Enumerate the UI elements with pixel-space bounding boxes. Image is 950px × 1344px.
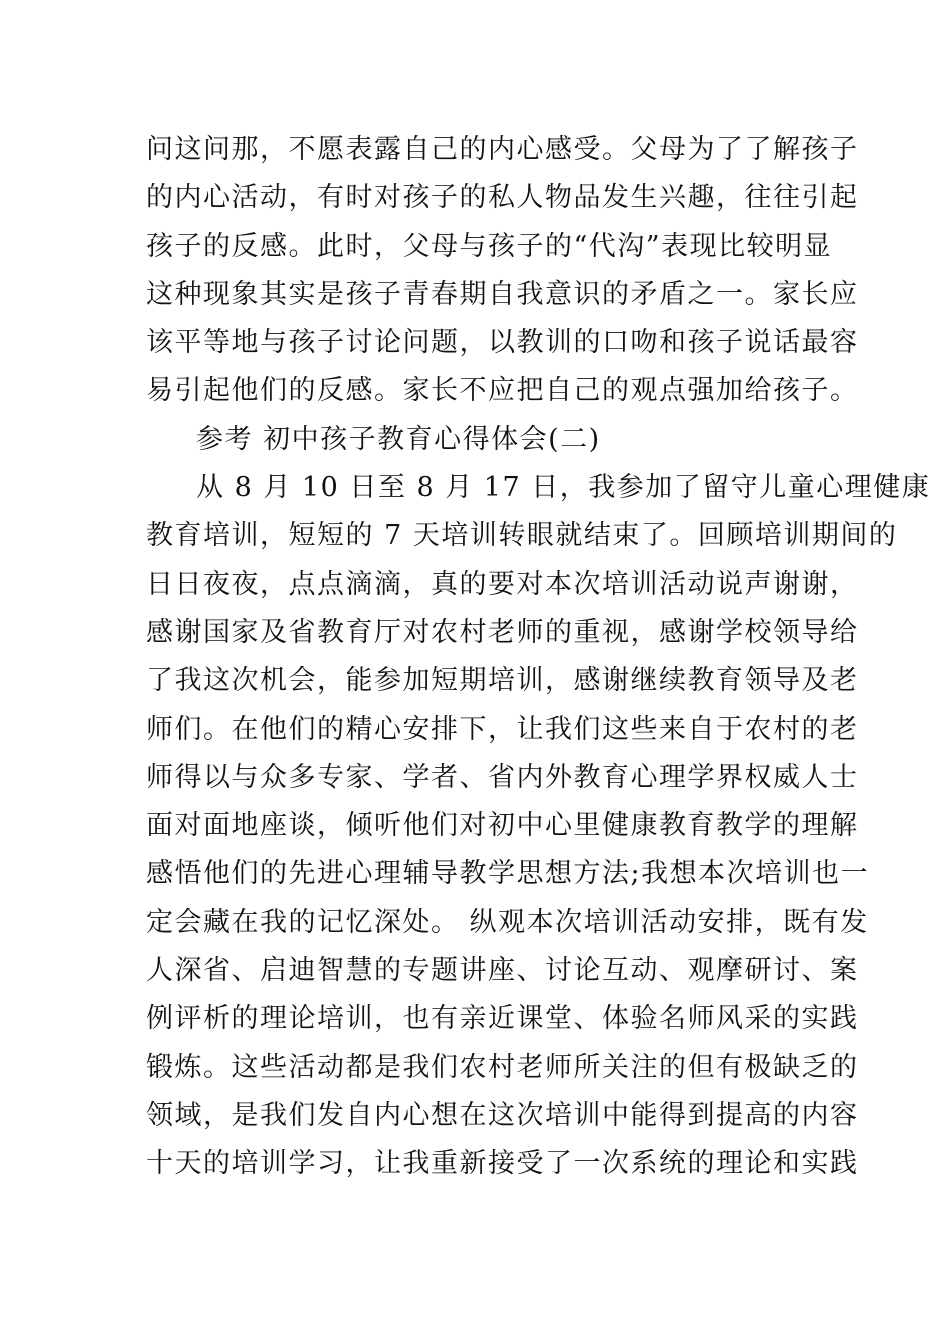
- text-line: 易引起他们的反感。家长不应把自己的观点强加给孩子。: [146, 375, 859, 407]
- indented-text-line: 从 8 月 10 日至 8 月 17 日，我参加了留守儿童心理健康: [196, 472, 931, 504]
- text-line: 的内心活动，有时对孩子的私人物品发生兴趣，往往引起: [146, 182, 859, 214]
- text-line: 定会藏在我的记忆深处。 纵观本次培训活动安排，既有发: [146, 906, 869, 938]
- text-line: 教育培训，短短的 7 天培训转眼就结束了。回顾培训期间的: [146, 520, 898, 552]
- text-line: 该平等地与孩子讨论问题，以教训的口吻和孩子说话最容: [146, 327, 859, 359]
- text-line: 孩子的反感。此时，父母与孩子的“代沟”表现比较明显: [146, 230, 833, 262]
- text-line: 感悟他们的先进心理辅导教学思想方法;我想本次培训也一: [146, 858, 870, 890]
- text-line: 人深省、启迪智慧的专题讲座、讨论互动、观摩研讨、案: [146, 955, 859, 987]
- text-line: 感谢国家及省教育厅对农村老师的重视，感谢学校领导给: [146, 616, 859, 648]
- text-line: 了我这次机会，能参加短期培训，感谢继续教育领导及老: [146, 665, 859, 697]
- text-line: 问这问那，不愿表露自己的内心感受。父母为了了解孩子: [146, 134, 859, 165]
- text-line: 面对面地座谈，倾听他们对初中心里健康教育教学的理解: [146, 810, 859, 842]
- text-line: 这种现象其实是孩子青春期自我意识的矛盾之一。家长应: [146, 278, 859, 310]
- text-line: 师得以与众多专家、学者、省内外教育心理学界权威人士: [146, 761, 859, 793]
- indented-text-line: 参考 初中孩子教育心得体会(二): [196, 423, 601, 455]
- text-line: 锻炼。这些活动都是我们农村老师所关注的但有极缺乏的: [146, 1051, 859, 1083]
- text-line: 日日夜夜，点点滴滴，真的要对本次培训活动说声谢谢，: [146, 568, 859, 600]
- text-line: 领域，是我们发自内心想在这次培训中能得到提高的内容: [146, 1099, 859, 1131]
- document-body: [146, 126, 931, 1189]
- text-line: 例评析的理论培训，也有亲近课堂、体验名师风采的实践: [146, 1003, 859, 1035]
- text-line: 十天的培训学习，让我重新接受了一次系统的理论和实践: [146, 1148, 859, 1180]
- text-line: 师们。在他们的精心安排下，让我们这些来自于农村的老: [146, 713, 859, 745]
